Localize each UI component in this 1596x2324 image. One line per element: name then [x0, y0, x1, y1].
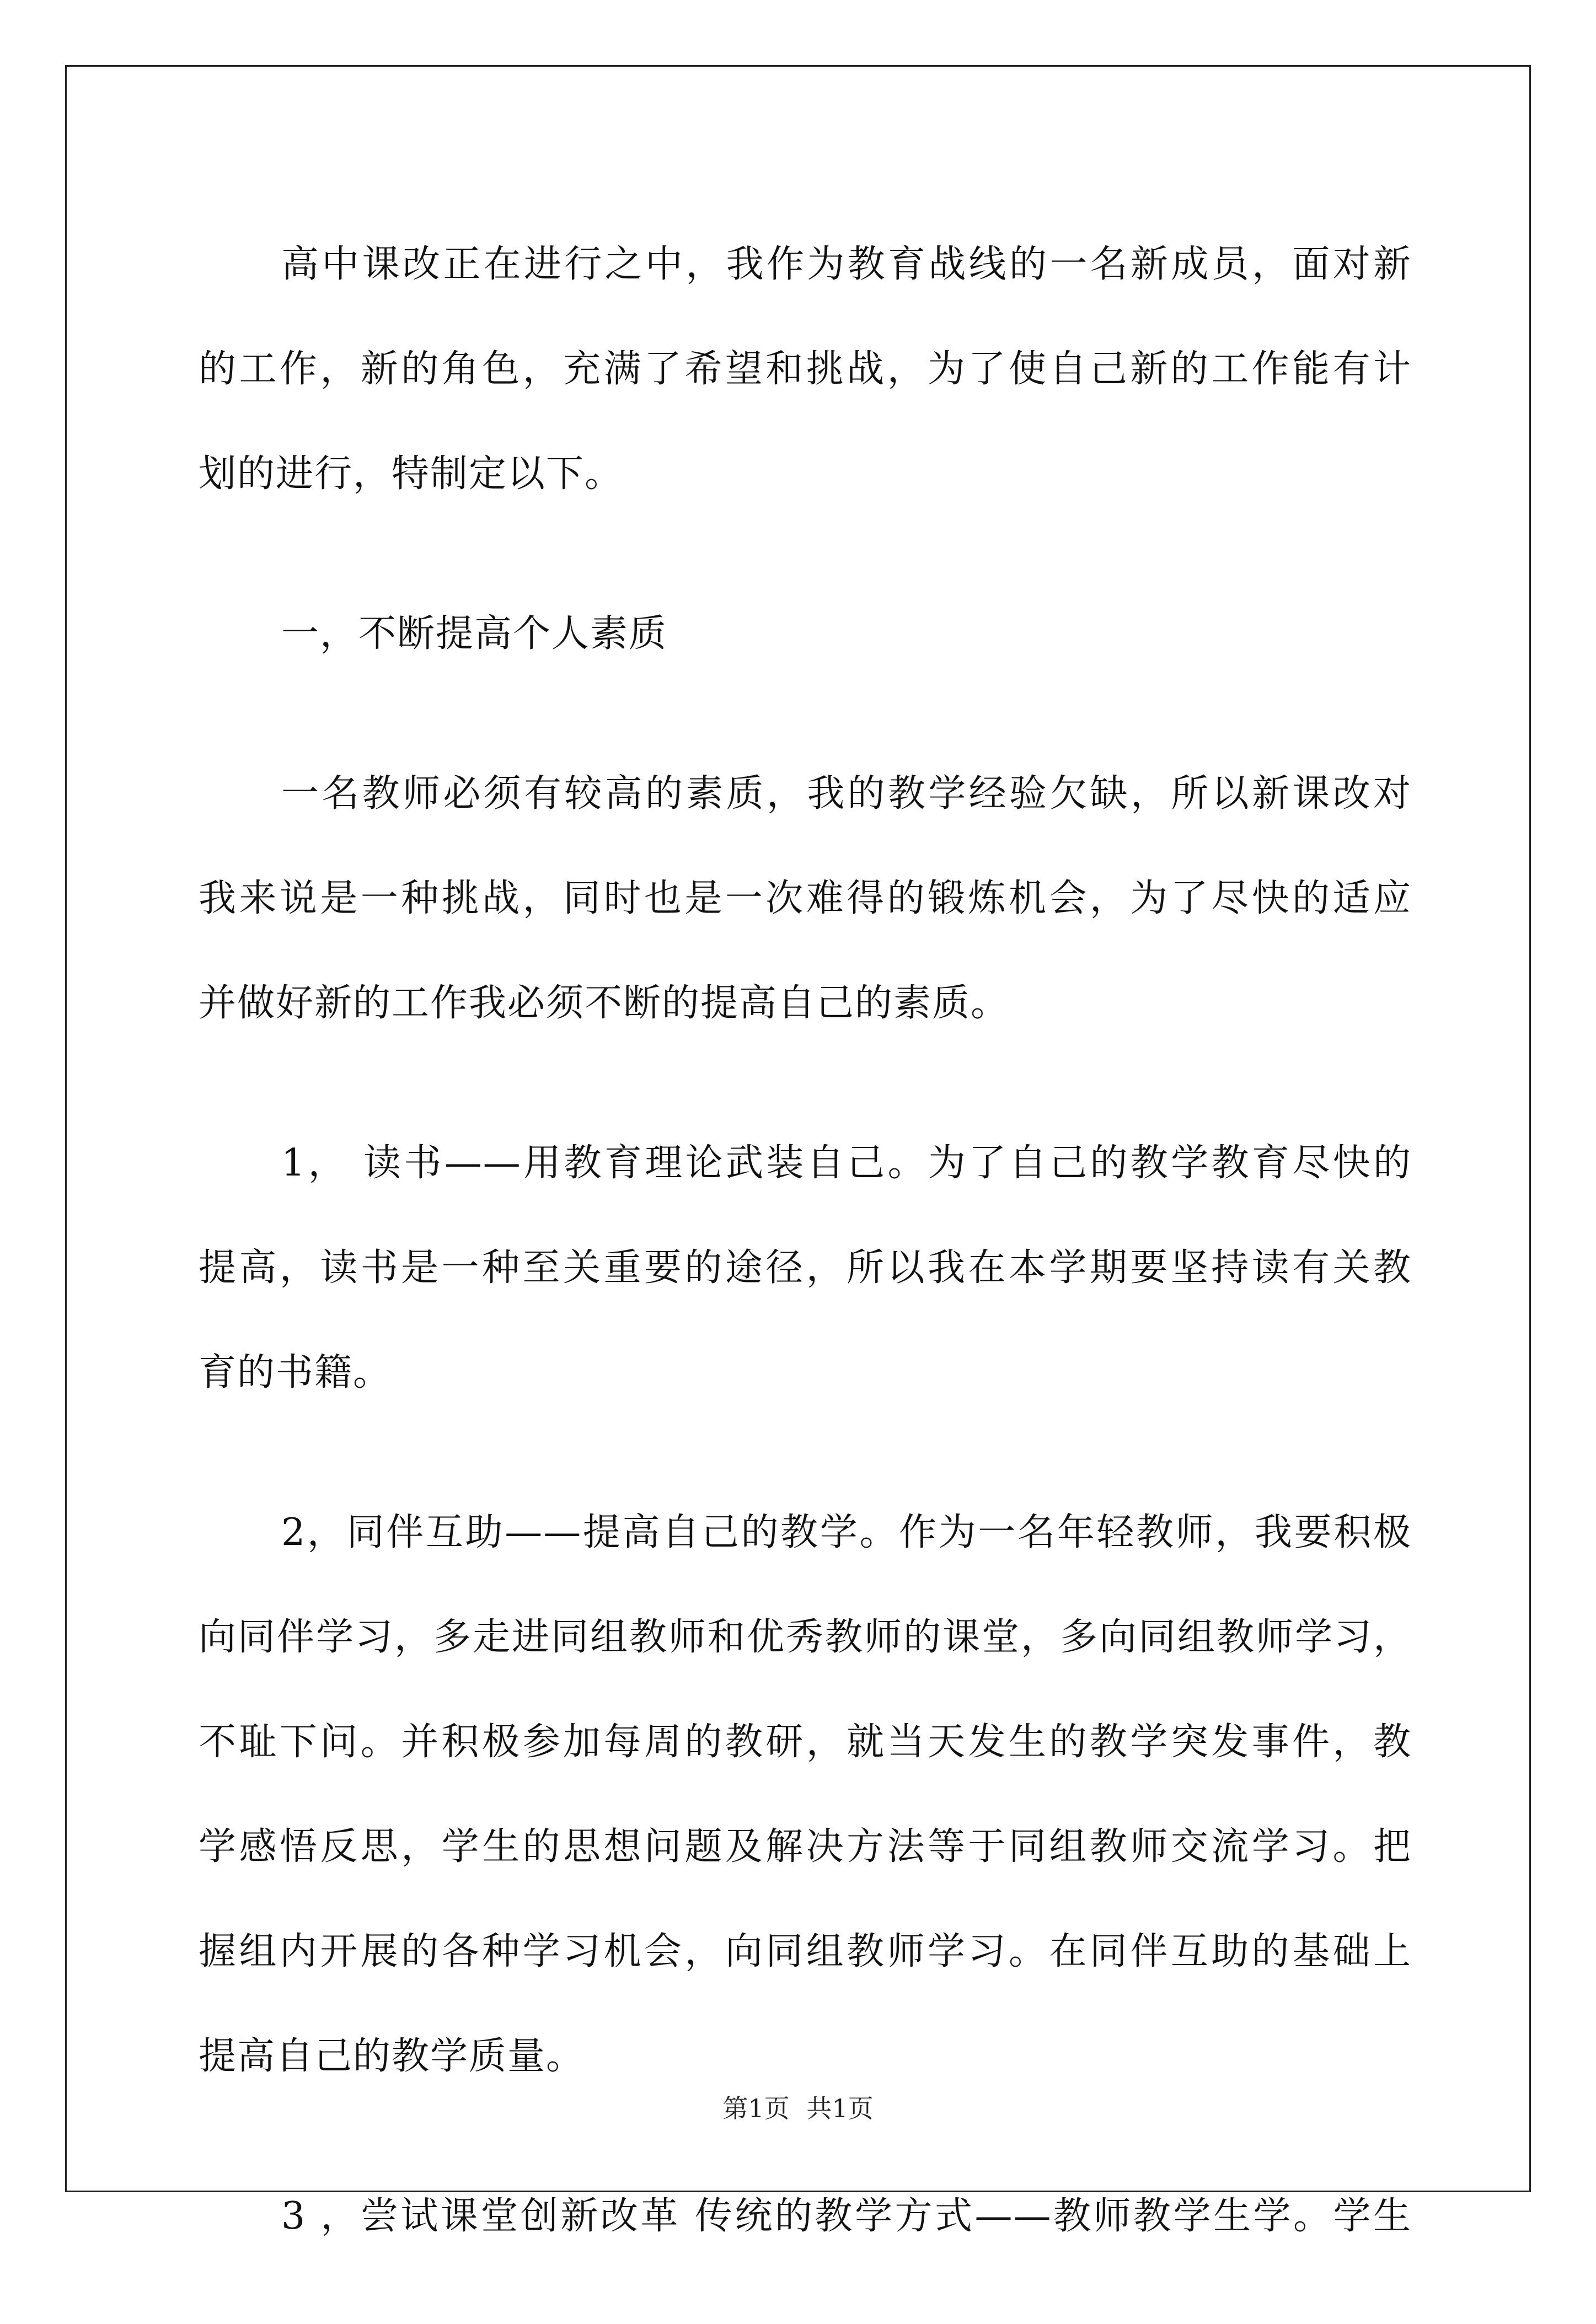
page-total: 共1页: [806, 2094, 874, 2123]
paragraph-reading: [199, 1111, 1412, 1425]
paragraph-line: 高中课改正在进行之中，我作为教育战线的一名新成员，面对新: [281, 243, 1412, 286]
paragraph-peer-support: [199, 1480, 1412, 2109]
paragraph-line: 一名教师必须有较高的素质，我的教学经验欠缺，所以新课改对: [281, 772, 1412, 815]
paragraph-intro: [199, 212, 1412, 527]
page-number: 第1页: [722, 2094, 790, 2123]
section-heading: [199, 582, 1412, 686]
paragraph-line: 3 ，尝试课堂创新改革 传统的教学方式——教师教学生学。学生: [281, 2194, 1412, 2238]
paragraph-line: 向同伴学习，多走进同组教师和优秀教师的课堂，多向同组教师学习，: [199, 1615, 1412, 1659]
document-body: [199, 212, 1412, 2324]
paragraph-innovation: [199, 2164, 1412, 2269]
paragraph-line: 育的书籍。: [199, 1351, 392, 1394]
paragraph-line: 并做好新的工作我必须不断的提高自己的素质。: [199, 981, 1010, 1025]
paragraph-line: 提高自己的教学质量。: [199, 2035, 585, 2078]
paragraph-line: 1， 读书——用教育理论武装自己。为了自己的教学教育尽快的: [281, 1141, 1412, 1185]
paragraph-quality: [199, 742, 1412, 1056]
paragraph-line: 2，同伴互助——提高自己的教学。作为一名年轻教师，我要积极: [281, 1511, 1412, 1554]
paragraph-line: 握组内开展的各种学习机会，向同组教师学习。在同伴互助的基础上: [199, 1930, 1412, 1973]
heading-line: 一，不断提高个人素质: [281, 612, 668, 656]
paragraph-line: 学感悟反思，学生的思想问题及解决方法等于同组教师交流学习。把: [199, 1825, 1412, 1869]
page-footer: [0, 2089, 1596, 2125]
paragraph-line: 提高，读书是一种至关重要的途径，所以我在本学期要坚持读有关教: [199, 1246, 1412, 1290]
paragraph-line: 不耻下问。并积极参加每周的教研，就当天发生的教学突发事件，教: [199, 1720, 1412, 1764]
paragraph-line: 划的进行，特制定以下。: [199, 452, 624, 496]
paragraph-line: 的工作，新的角色，充满了希望和挑战，为了使自己新的工作能有计: [199, 347, 1412, 391]
paragraph-line: 我来说是一种挑战，同时也是一次难得的锻炼机会，为了尽快的适应: [199, 877, 1412, 920]
